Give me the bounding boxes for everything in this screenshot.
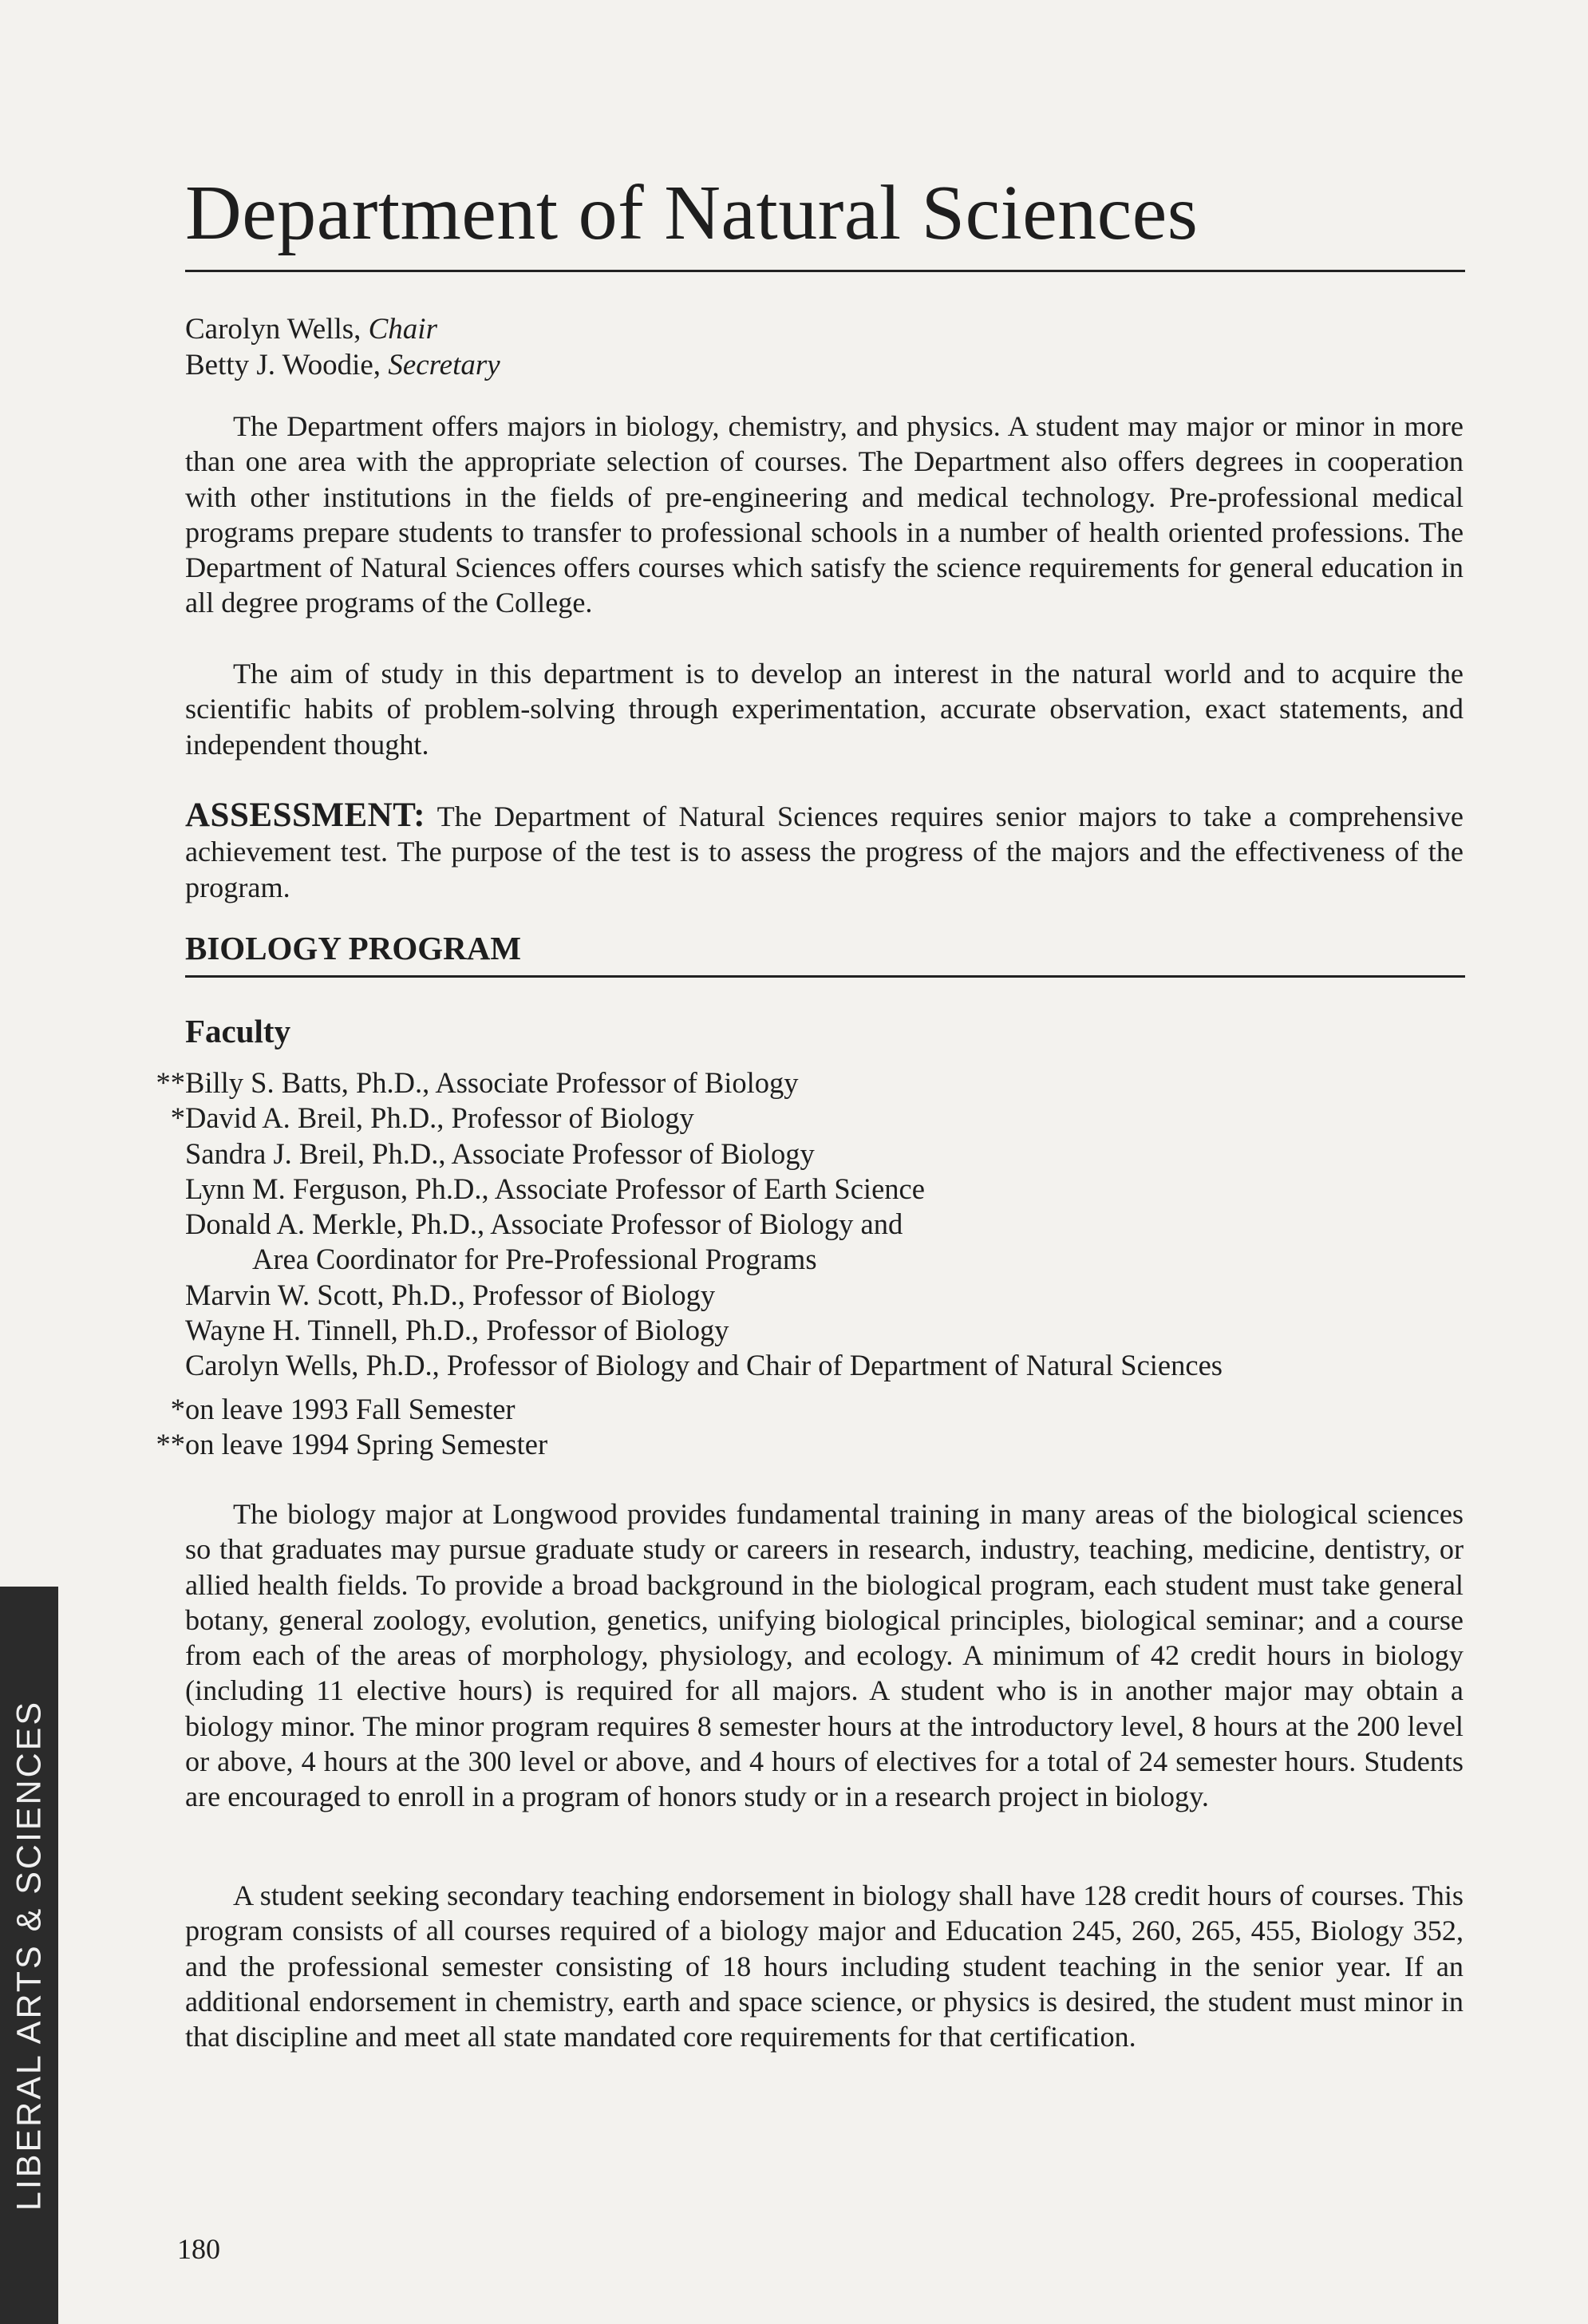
leave-marker: ** xyxy=(156,1066,185,1099)
staff-secretary xyxy=(185,347,500,383)
faculty-member: Donald A. Merkle, Ph.D., Associate Professor of Biology and Area Coordinator for Pre-Professional Programs xyxy=(0,1207,1223,1278)
assessment-label: ASSESSMENT: xyxy=(185,796,426,834)
biology-paragraph-1: The biology major at Longwood provides fundamental training in many areas of the biological sciences so that graduates may pursue graduate study or careers in research, industry, teaching, medicine, dentistry, or allied health fields. To provide a broad background in the biological program, each student must take general botany, general zoology, evolution, genetics, unifying biological principles, biological seminar; and a course from each of the areas of morphology, physiology, and ecology. A minimum of 42 credit hours in biology (including 11 elective hours) is required for all majors. A student who is in another major may obtain a biology minor. The minor program requires 8 semester hours at the introductory level, 8 hours at the 200 level or above, 4 hours at the 300 level or above, and 4 hours of electives for a total of 24 semester hours. Students are encouraged to enroll in a program of honors study or in a research project in biology. xyxy=(185,1498,1464,1813)
faculty-member: Lynn M. Ferguson, Ph.D., Associate Professor of Earth Science xyxy=(185,1172,925,1205)
intro-paragraph-2: The aim of study in this department is to develop an interest in the natural world and to acquire the scientific habits of problem-solving through experimentation, accurate observation, exact statements, and independent thought. xyxy=(185,658,1464,761)
faculty-member: Carolyn Wells, Ph.D., Professor of Biology and Chair of Department of Natural Sciences xyxy=(185,1349,1223,1382)
department-staff xyxy=(185,311,500,383)
page-number: 180 xyxy=(177,2233,220,2265)
leave-marker: * xyxy=(170,1101,185,1135)
side-tab-label: LIBERAL ARTS & SCIENCES xyxy=(10,1699,49,2211)
intro-paragraph-1: The Department offers majors in biology, chemistry, and physics. A student may major or minor in more than one area with the appropriate selection of courses. The Department also offers degrees in cooperation with other institutions in the fields of pre-engineering and medical technology. Pre-professional medical programs prepare students to transfer to professional schools in a number of health oriented professions. The Department of Natural Sciences offers courses which satisfy the science requirements for general education in all degree programs of the College. xyxy=(185,410,1464,619)
staff-name: Betty J. Woodie, xyxy=(185,349,381,381)
staff-role: Secretary xyxy=(388,349,500,381)
leave-note: ** on leave 1994 Spring Semester xyxy=(0,1427,547,1462)
faculty-member: Wayne H. Tinnell, Ph.D., Professor of Biology xyxy=(185,1314,729,1347)
section-rule xyxy=(185,975,1465,978)
staff-chair xyxy=(185,311,500,347)
faculty-member: ** Billy S. Batts, Ph.D., Associate Professor of Biology xyxy=(0,1065,1223,1101)
leave-notes xyxy=(0,1392,547,1463)
biology-paragraph-2: A student seeking secondary teaching endorsement in biology shall have 128 credit hours of courses. This program consists of all courses required of a biology major and Education 245, 260, 265, 455, Biology 352, and the professional semester consisting of 18 hours including student teaching in the senior year. If an additional endorsement in chemistry, earth and space science, or physics is desired, the student must minor in that discipline and meet all state mandated core requirements for that certification. xyxy=(185,1879,1464,2053)
leave-marker: ** xyxy=(156,1428,185,1461)
faculty-member: Marvin W. Scott, Ph.D., Professor of Biology xyxy=(185,1278,716,1311)
faculty-member: * David A. Breil, Ph.D., Professor of Biology xyxy=(0,1101,1223,1136)
page-title: Department of Natural Sciences xyxy=(185,170,1199,256)
staff-role: Chair xyxy=(368,313,437,346)
biology-program-heading: BIOLOGY PROGRAM xyxy=(185,930,522,966)
staff-name: Carolyn Wells, xyxy=(185,313,361,346)
leave-note: * on leave 1993 Fall Semester xyxy=(0,1392,547,1427)
leave-marker: * xyxy=(170,1393,185,1425)
assessment-text: The Department of Natural Sciences requires senior majors to take a comprehensive achievement test. The purpose of the test is to assess the progress of the majors and the effectiveness of the program. xyxy=(185,800,1464,903)
faculty-member-continuation: Area Coordinator for Pre-Professional Programs xyxy=(252,1243,817,1276)
faculty-heading: Faculty xyxy=(185,1013,291,1049)
faculty-member: Sandra J. Breil, Ph.D., Associate Professor of Biology xyxy=(185,1136,815,1170)
faculty-list xyxy=(0,1065,1223,1384)
assessment-paragraph xyxy=(185,798,1464,905)
title-rule xyxy=(185,270,1465,272)
